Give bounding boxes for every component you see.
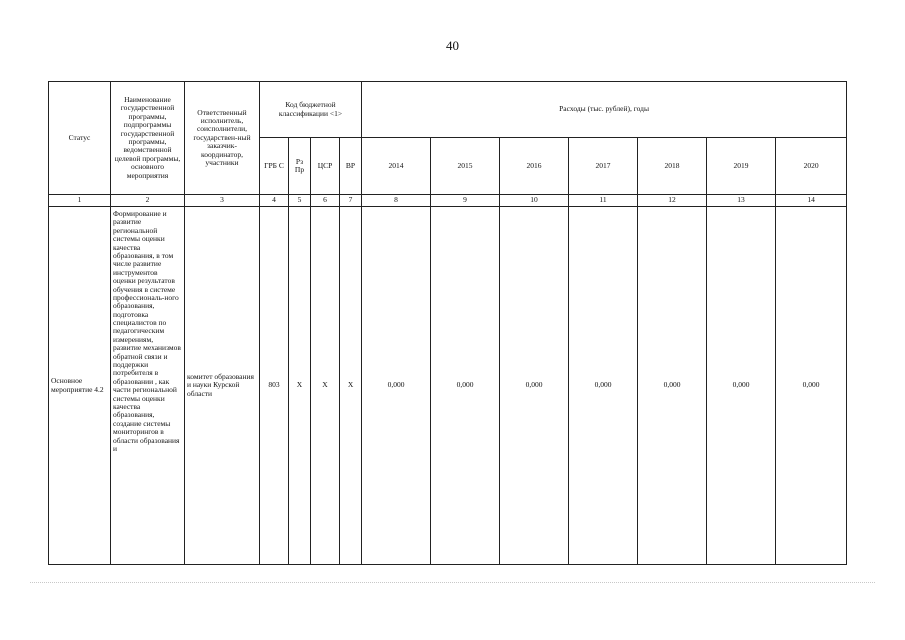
header-year-2016: 2016 <box>500 138 569 195</box>
header-expenses: Расходы (тыс. рублей), годы <box>362 82 847 138</box>
row-status: Основное мероприятие 4.2 <box>49 207 111 565</box>
row-rzpr: Х <box>289 207 311 565</box>
header-year-2014: 2014 <box>362 138 431 195</box>
row-value-2014: 0,000 <box>362 207 431 565</box>
header-code-csr: ЦСР <box>311 138 340 195</box>
header-code-grbs: ГРБ С <box>260 138 289 195</box>
table-row <box>49 207 847 565</box>
header-row-1 <box>49 82 847 138</box>
row-executor: комитет образования и науки Курской области <box>185 207 260 565</box>
column-number: 9 <box>431 195 500 207</box>
header-year-2018: 2018 <box>638 138 707 195</box>
page-bottom-edge <box>30 582 875 585</box>
column-number: 6 <box>311 195 340 207</box>
column-number: 1 <box>49 195 111 207</box>
column-number: 13 <box>707 195 776 207</box>
row-value-2019: 0,000 <box>707 207 776 565</box>
column-number: 14 <box>776 195 847 207</box>
row-grbs: 803 <box>260 207 289 565</box>
header-year-2017: 2017 <box>569 138 638 195</box>
row-value-2016: 0,000 <box>500 207 569 565</box>
header-executor: Ответственный исполнитель, соисполнители, государствен-ный заказчик-координатор, участники <box>185 82 260 195</box>
column-number: 7 <box>340 195 362 207</box>
column-number: 5 <box>289 195 311 207</box>
header-code-rzpr: Рз Пр <box>289 138 311 195</box>
row-name: Формирование и развитие региональной системы оценки качества образования, в том числе развитие инструментов оценки результатов обучения в системе профессиональ-ного образования, подготовка специалистов по педагогическим измерениям, развитие механизмов обратной связи и поддержки потребителя в образовании , как части региональной системы оценки качества образования, создание системы мониторингов в области образования и <box>111 207 185 565</box>
budget-table <box>48 81 847 565</box>
row-value-2020: 0,000 <box>776 207 847 565</box>
header-budget-code: Код бюджетной классификации <1> <box>260 82 362 138</box>
page-number: 40 <box>446 38 459 53</box>
column-number: 2 <box>111 195 185 207</box>
header-year-2019: 2019 <box>707 138 776 195</box>
header-name: Наименование государственной программы, подпрограммы государственной программы, ведомственной целевой программы, основного мероприятия <box>111 82 185 195</box>
row-vr: Х <box>340 207 362 565</box>
column-number: 4 <box>260 195 289 207</box>
row-value-2015: 0,000 <box>431 207 500 565</box>
header-year-2015: 2015 <box>431 138 500 195</box>
column-number: 10 <box>500 195 569 207</box>
column-number-row <box>49 195 847 207</box>
column-number: 3 <box>185 195 260 207</box>
row-value-2017: 0,000 <box>569 207 638 565</box>
column-number: 12 <box>638 195 707 207</box>
header-year-2020: 2020 <box>776 138 847 195</box>
header-code-vr: ВР <box>340 138 362 195</box>
row-csr: Х <box>311 207 340 565</box>
header-status: Статус <box>49 82 111 195</box>
column-number: 8 <box>362 195 431 207</box>
row-value-2018: 0,000 <box>638 207 707 565</box>
column-number: 11 <box>569 195 638 207</box>
